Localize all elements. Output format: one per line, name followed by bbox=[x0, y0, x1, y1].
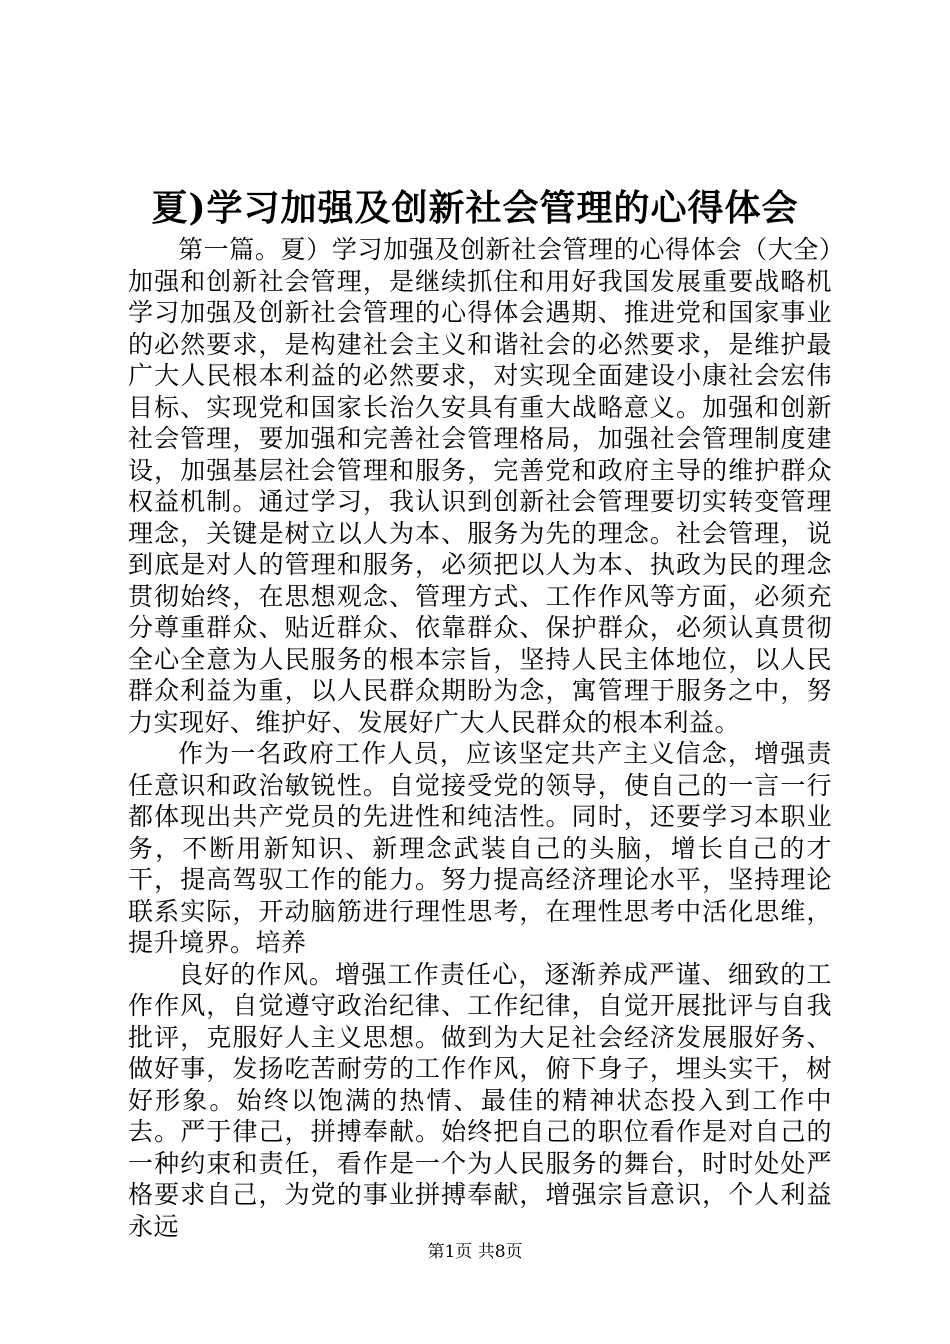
document-title: 夏)学习加强及创新社会管理的心得体会 bbox=[151, 187, 799, 229]
paragraph-3: 良好的作风。增强工作责任心，逐渐养成严谨、细致的工作作风，自觉遵守政治纪律、工作纪律，自觉开展批评与自我批评，克服好人主义思想。做到为大足社会经济发展服好务、做好事，发扬吃苦耐劳的工作作风，俯下身子，埋头实干，树好形象。始终以饱满的热情、最佳的精神状态投入到工作中去。严于律己，拼搏奉献。始终把自己的职位看作是对自己的一种约束和责任，看作是一个为人民服务的舞台，时时处处严格要求自己，为党的事业拼搏奉献，增强宗旨意识，个人利益永远 bbox=[128, 959, 832, 1241]
page-number-footer: 第1页 共8页 bbox=[427, 1242, 523, 1262]
document-body bbox=[128, 234, 832, 1242]
paragraph-1: 第一篇。夏）学习加强及创新社会管理的心得体会（大全）加强和创新社会管理，是继续抓住和用好我国发展重要战略机学习加强及创新社会管理的心得体会遇期、推进党和国家事业的必然要求，是构建社会主义和谐社会的必然要求，是维护最广大人民根本利益的必然要求，对实现全面建设小康社会宏伟目标、实现党和国家长治久安具有重大战略意义。加强和创新社会管理，要加强和完善社会管理格局，加强社会管理制度建设，加强基层社会管理和服务，完善党和政府主导的维护群众权益机制。通过学习，我认识到创新社会管理要切实转变管理理念，关键是树立以人为本、服务为先的理念。社会管理，说到底是对人的管理和服务，必须把以人为本、执政为民的理念贯彻始终，在思想观念、管理方式、工作作风等方面，必须充分尊重群众、贴近群众、依靠群众、保护群众，必须认真贯彻全心全意为人民服务的根本宗旨，坚持人民主体地位，以人民群众利益为重，以人民群众期盼为念，寓管理于服务之中，努力实现好、维护好、发展好广大人民群众的根本利益。 bbox=[128, 235, 832, 737]
paragraph-2: 作为一名政府工作人员，应该坚定共产主义信念，增强责任意识和政治敏锐性。自觉接受党的领导，使自己的一言一行都体现出共产党员的先进性和纯洁性。同时，还要学习本职业务，不断用新知识、新理念武装自己的头脑，增长自己的才干，提高驾驭工作的能力。努力提高经济理论水平，坚持理论联系实际，开动脑筋进行理性思考，在理性思考中活化思维，提升境界。培养 bbox=[128, 739, 832, 957]
